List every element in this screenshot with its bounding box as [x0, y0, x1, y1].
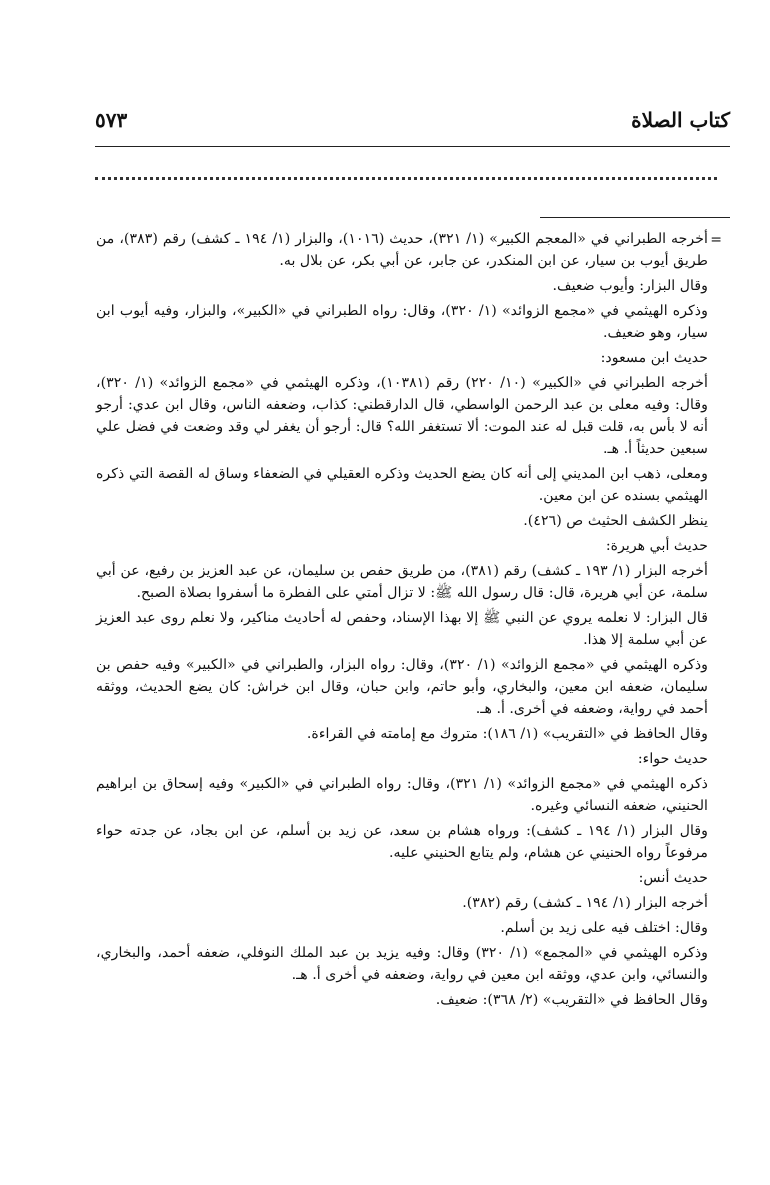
footnote-paragraph: حديث حواء: [637, 751, 708, 767]
page-number: ٥٧٣ [95, 108, 128, 132]
footnote-paragraph: قال البزار: لا نعلمه يروي عن النبي ﷺ إلا بهذا الإسناد، وحفص له أحاديث مناكير، ولا نعلم روى عبد العزيز عن أبي سلمة إلا هذا. [96, 610, 708, 648]
footnote-paragraph: أخرجه الطبراني في «الكبير» (١٠/ ٢٢٠) رقم (١٠٣٨١)، وذكره الهيثمي في «مجمع الزوائد» (١/ ٣٢٠)، وقال: وفيه معلى بن عبد الرحمن الواسطي، قال الدارقطني: كذاب، وضعفه الناس، وقال ابن عدي: أرجو أنه لا بأس به، قلت قبل له عند الموت: ألا تستغفر الله؟ قال: أرجو أن يغفر لي وقد وضعت في فضل علي سبعين حديثاً أ. هـ. [96, 375, 708, 457]
footnote-paragraph: وقال الحافظ في «التقريب» (٢/ ٣٦٨): ضعيف. [435, 992, 708, 1008]
dotted-separator [95, 177, 717, 180]
footnote-paragraph: حديث ابن مسعود: [600, 350, 708, 366]
footnotes [96, 228, 708, 1014]
footnote-paragraph: ذكره الهيثمي في «مجمع الزوائد» (١/ ٣٢١)، وقال: رواه الطبراني في «الكبير» وفيه إسحاق بن ابراهيم الحنيني، ضعفه النسائي وغيره. [96, 776, 708, 814]
footnote-paragraph: وقال البزار (١/ ١٩٤ ـ كشف): ورواه هشام بن سعد، عن زيد بن أسلم، عن ابن بجاد، عن جدته حواء مرفوعاً رواه الحنيني عن هشام، ولم يتابع الحنيني عليه. [96, 823, 709, 861]
footnote-paragraph: حديث أنس: [638, 870, 708, 886]
footnote-paragraph: حديث أبي هريرة: [605, 538, 708, 554]
footnote-continuation-marker: = [710, 232, 722, 248]
footnote-paragraph: أخرجه البزار (١/ ١٩٤ ـ كشف) رقم (٣٨٢). [462, 895, 708, 911]
footnote-paragraph: وقال الحافظ في «التقريب» (١/ ١٨٦): متروك مع إمامته في القراءة. [306, 726, 708, 742]
header-rule [95, 146, 730, 147]
footnote-rule [540, 217, 730, 218]
footnote-paragraph: وقال: اختلف فيه على زيد بن أسلم. [500, 920, 708, 936]
footnote-paragraph: وذكره الهيثمي في «المجمع» (١/ ٣٢٠) وقال: وفيه يزيد بن عبد الملك النوفلي، ضعفه أحمد، والبخاري، والنسائي، وابن عدي، ووثقه ابن معين في رواية، وضعفه في أخرى أ. هـ. [96, 945, 708, 983]
footnote-paragraph: ومعلى، ذهب ابن المديني إلى أنه كان يضع الحديث وذكره العقيلي في الضعفاء وساق له القصة التي ذكره الهيثمي بسنده عن ابن معين. [96, 466, 708, 504]
footnote-paragraph: وذكره الهيثمي في «مجمع الزوائد» (١/ ٣٢٠)، وقال: رواه البزار، والطبراني في «الكبير» وفيه حفص بن سليمان، ضعفه ابن معين، والبخاري، وأبو حاتم، وابن حبان، وقال ابن خراش: كان يضع الحديث، ووثقه أحمد في رواية، وضعفه في أخرى. أ. هـ. [96, 657, 708, 717]
footnote-paragraph: أخرجه الطبراني في «المعجم الكبير» (١/ ٣٢١)، حديث (١٠١٦)، والبزار (١/ ١٩٤ ـ كشف) رقم (٣٨٣)، من طريق أيوب بن سيار، عن ابن المنكدر، عن جابر، عن أبي بكر، عن بلال به. [96, 231, 708, 269]
running-title: كتاب الصلاة [631, 108, 730, 132]
footnote-paragraph: أخرجه البزار (١/ ١٩٣ ـ كشف) رقم (٣٨١)، من طريق حفص بن سليمان، عن عبد العزيز بن رفيع، عن أبي سلمة، عن أبي هريرة، قال: قال رسول الله ﷺ: لا تزال أمتي على الفطرة ما أسفروا بصلاة الصبح. [96, 563, 708, 601]
footnote-paragraph: وذكره الهيثمي في «مجمع الزوائد» (١/ ٣٢٠)، وقال: رواه الطبراني في «الكبير»، والبزار، وفيه أيوب ابن سيار، وهو ضعيف. [96, 303, 708, 341]
footnote-paragraph: وقال البزار: وأيوب ضعيف. [552, 278, 708, 294]
footnote-paragraph: ينظر الكشف الحثيث ص (٤٢٦). [523, 513, 708, 529]
